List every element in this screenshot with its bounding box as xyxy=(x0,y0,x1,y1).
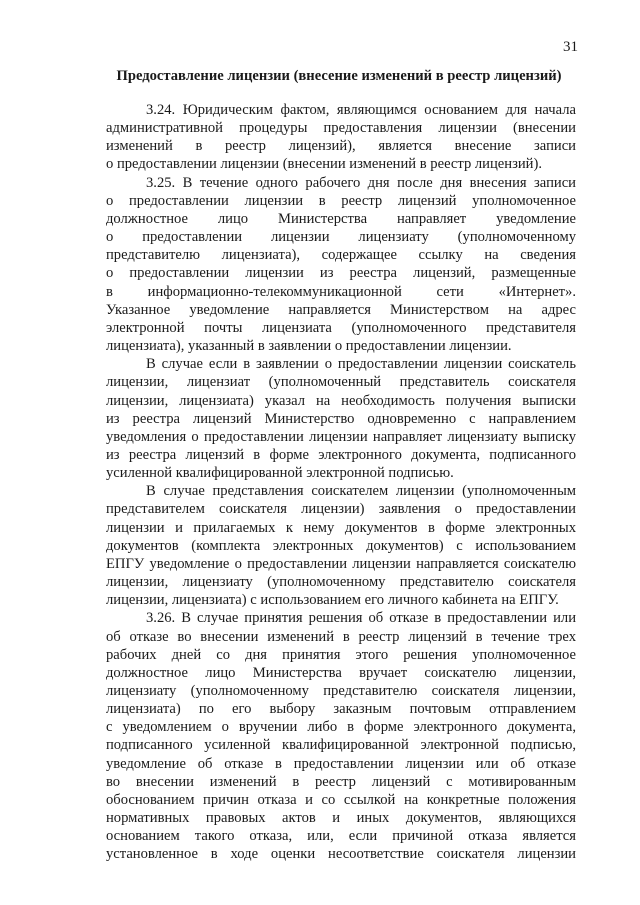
text-line: изменений в реестр лицензий), является внесение записи xyxy=(106,138,576,155)
text-line: лицензии, лицензиата) указал на необходимость получения выписки xyxy=(106,392,576,409)
text-line: лицензиата) по его выбору заказным почтовым отправлением xyxy=(106,701,576,718)
text-line: усиленной квалифицированной электронной подписью. xyxy=(106,465,454,482)
text-line: во внесении изменений в реестр лицензий с мотивированным xyxy=(106,773,576,790)
page-number: 31 xyxy=(563,39,578,55)
paragraph xyxy=(106,609,576,863)
text-line: лицензии, лицензиат (уполномоченный представитель соискателя xyxy=(106,374,576,391)
text-line: лицензии, лицензиату (уполномоченному представителю соискателя xyxy=(106,574,576,591)
text-line: Указанное уведомление направляется Министерством на адрес xyxy=(106,301,576,318)
text-line: лицензиата), указанный в заявлении о предоставлении лицензии. xyxy=(106,338,512,355)
text-line: основанием такого отказа, или, если причиной отказа является xyxy=(106,828,576,845)
text-line: В случае если в заявлении о предоставлении лицензии соискатель xyxy=(146,356,576,373)
text-line: рабочих дней со дня принятия этого решения уполномоченное xyxy=(106,646,576,663)
text-line: административной процедуры предоставления лицензии (внесении xyxy=(106,120,576,137)
paragraph xyxy=(106,174,576,356)
text-line: 3.26. В случае принятия решения об отказе в предоставлении или xyxy=(146,610,576,627)
section-heading: Предоставление лицензии (внесение изменений в реестр лицензий) xyxy=(116,68,562,84)
text-line: с уведомлением о вручении либо в форме электронного документа, xyxy=(106,719,576,736)
text-line: лицензии, лицензиата) с использованием его личного кабинета на ЕПГУ. xyxy=(106,592,559,609)
text-line: подписанного усиленной квалифицированной электронной подписью, xyxy=(106,737,576,754)
document-body xyxy=(106,101,576,864)
text-line: в информационно-телекоммуникационной сети «Интернет». xyxy=(106,283,576,300)
text-line: должностное лицо Министерства вручает соискателю лицензии, xyxy=(106,664,576,681)
paragraph xyxy=(106,482,576,609)
text-line: лицензии и прилагаемых к нему документов в форме электронных xyxy=(106,519,576,536)
text-line: из реестра лицензий в форме электронного документа, подписанного xyxy=(106,446,576,463)
text-line: о предоставлении лицензии (внесении изменений в реестр лицензий). xyxy=(106,156,542,173)
text-line: о предоставлении лицензии из реестра лицензий, размещенные xyxy=(106,265,576,282)
text-line: электронной почты лицензиата (уполномоченного представителя xyxy=(106,319,576,336)
text-line: должностное лицо Министерства направляет уведомление xyxy=(106,210,576,227)
text-line: обоснованием причин отказа и со ссылкой на конкретные положения xyxy=(106,791,576,808)
text-line: 3.25. В течение одного рабочего дня после дня внесения записи xyxy=(146,174,576,191)
text-line: уведомление об отказе в предоставлении лицензии или об отказе xyxy=(106,755,576,772)
text-line: установленное в ходе оценки несоответствие соискателя лицензии xyxy=(106,846,576,863)
text-line: 3.24. Юридическим фактом, являющимся основанием для начала xyxy=(146,102,576,118)
paragraph xyxy=(106,101,576,174)
text-line: о предоставлении лицензии в реестр лицензий уполномоченное xyxy=(106,192,576,209)
text-line: из реестра лицензий Министерство одновременно с направлением xyxy=(106,410,576,427)
text-line: представителем соискателя лицензии) заявления о предоставлении xyxy=(106,501,576,518)
text-line: о предоставлении лицензии лицензиату (уполномоченному xyxy=(106,229,576,246)
text-line: уведомления о предоставлении лицензии направляет лицензиату выписку xyxy=(106,428,576,445)
text-line: об отказе во внесении изменений в реестр лицензий в течение трех xyxy=(106,628,576,645)
text-line: лицензиату (уполномоченному представителю соискателя лицензии, xyxy=(106,683,576,699)
text-line: ЕПГУ уведомление о предоставлении лицензии направляется соискателю xyxy=(106,555,576,572)
text-line: В случае представления соискателем лицензии (уполномоченным xyxy=(146,483,576,500)
text-line: представителю лицензиата), содержащее ссылку на сведения xyxy=(106,247,576,264)
text-line: документов (комплекта электронных документов) с использованием xyxy=(106,537,576,554)
paragraph xyxy=(106,355,576,482)
text-line: нормативных правовых актов и иных документов, являющихся xyxy=(106,810,576,827)
